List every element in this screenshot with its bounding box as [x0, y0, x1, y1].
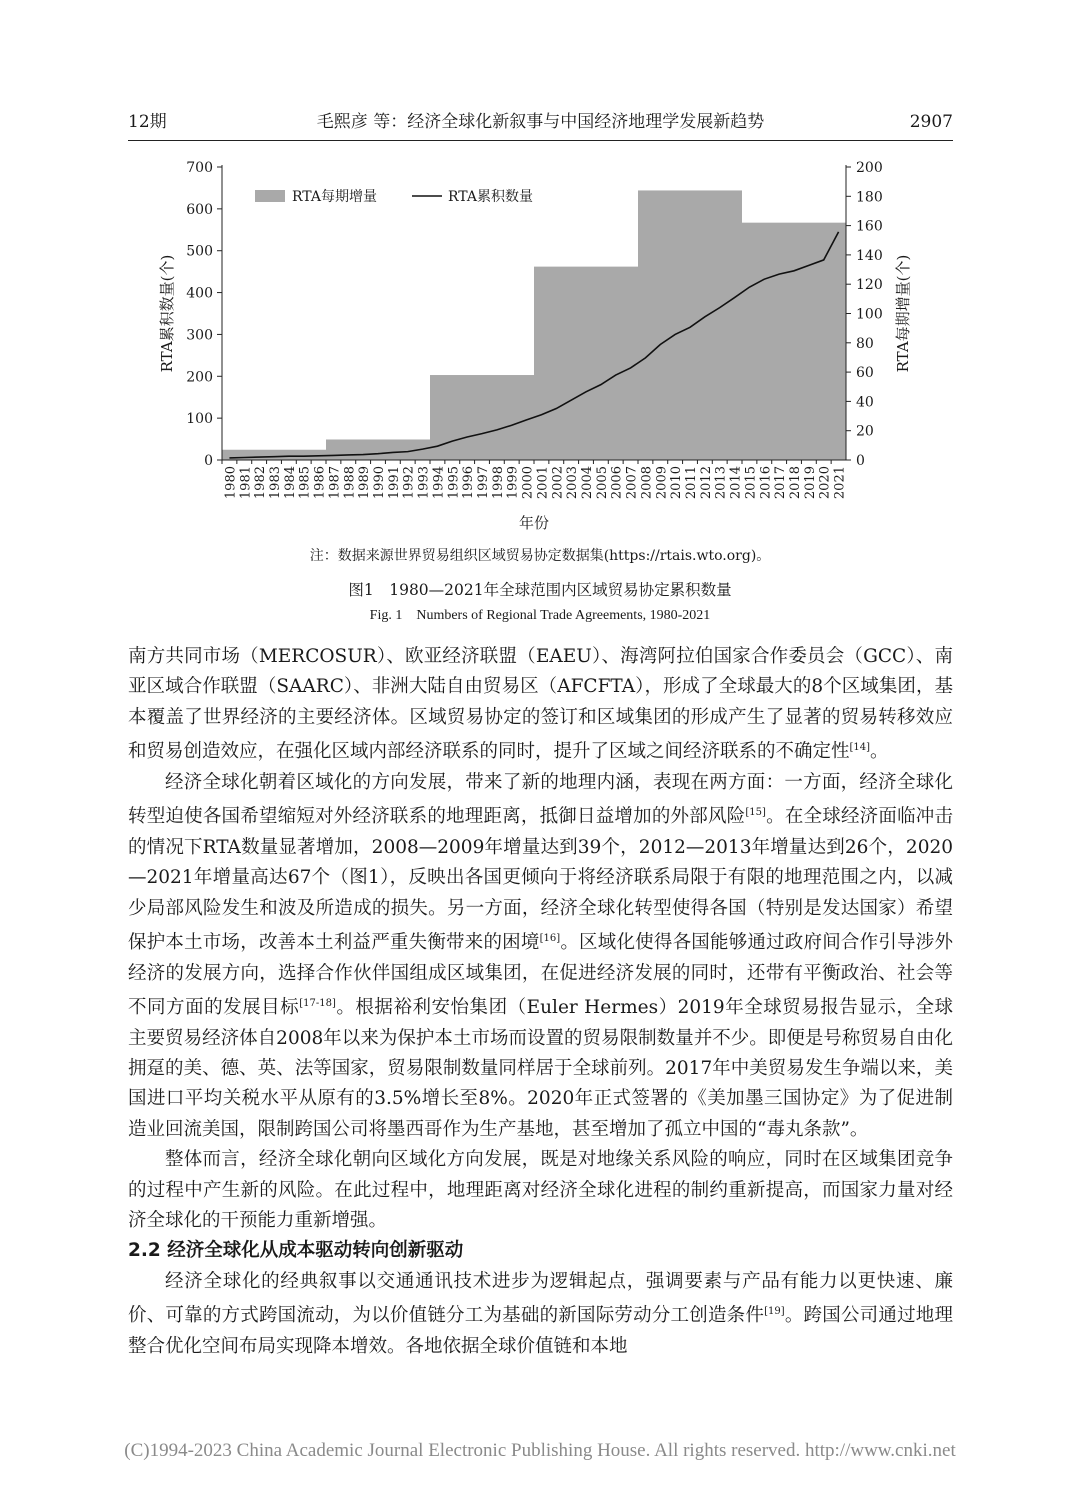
x-tick-label: 1996 — [461, 466, 477, 500]
running-title: 毛熙彦 等：经济全球化新叙事与中国经济地理学发展新趋势 — [316, 112, 765, 132]
x-tick-label: 2007 — [624, 465, 640, 500]
left-tick-label: 0 — [204, 453, 213, 469]
body-text — [128, 642, 953, 1362]
x-axis-label: 年份 — [518, 514, 550, 532]
x-tick-label: 1993 — [416, 466, 432, 500]
x-tick-label: 2021 — [832, 466, 848, 500]
right-tick-label: 180 — [856, 189, 883, 206]
right-tick-label: 60 — [856, 365, 874, 382]
x-tick-label: 2018 — [788, 466, 803, 500]
citation: [14] — [849, 742, 871, 754]
page-number: 2907 — [909, 112, 953, 132]
header-rule — [128, 140, 953, 141]
x-tick-label: 2008 — [639, 466, 655, 500]
x-tick-label: 2000 — [520, 466, 536, 500]
x-tick-label: 1990 — [372, 466, 387, 500]
section-heading-2-2: 2.2 经济全球化从成本驱动转向创新驱动 — [128, 1240, 464, 1262]
bar-increment — [742, 223, 846, 460]
paragraph-2: 经济全球化朝着区域化的方向发展，带来了新的地理内涵，表现在两方面：一方面，经济全球化转型迫使各国希望缩短对外经济联系的地理距离，抵御日益增加的外部风险[15]。在全球经济面临冲击的情况下RTA数量显著增加，2008—2009年增量达到39个，2012—2013年增量达到26个，2020—2021年增量高达67个（图1），反映出各国更倾向于将经济联系局限于有限的地理范围之内，以减少局部风险发生和波及所造成的损失。另一方面，经济全球化转型使得各国（特别是发达国家）希望保护本土市场，改善本土利益严重失衡带来的困境[16]。区域化使得各国能够通过政府间合作引导涉外经济的发展方向，选择合作伙伴国组成区域集团，在促进经济发展的同时，还带有平衡政治、社会等不同方面的发展目标[17-18]。根据裕利安怡集团（Euler Hermes）2019年全球贸易报告显示，全球主要贸易经济体自2008年以来为保护本土市场而设置的贸易限制数量并不少。即便是号称贸易自由化拥趸的美、德、英、法等国家，贸易限制数量同样居于全球前列。2017年中美贸易发生争端以来，美国进口平均关税水平从原有的3.5%增长至8%。2020年正式签署的《美加墨三国协定》为了促进制造业回流美国，限制跨国公司将墨西哥作为生产基地，甚至增加了孤立中国的“毒丸条款”。 — [128, 771, 953, 1140]
x-tick-label: 1986 — [312, 466, 328, 500]
x-tick-label: 2011 — [684, 466, 699, 500]
x-tick-label: 1985 — [297, 466, 313, 500]
bar-increment — [638, 190, 742, 460]
x-tick-label: 2005 — [594, 466, 610, 500]
x-tick-label: 1981 — [238, 466, 254, 500]
running-header — [128, 108, 953, 142]
left-tick-label: 200 — [186, 369, 213, 386]
left-tick-label: 600 — [186, 201, 213, 218]
bar-increment — [430, 375, 534, 460]
left-tick-label: 500 — [186, 243, 213, 260]
right-tick-label: 20 — [856, 423, 874, 440]
x-tick-label: 2015 — [743, 466, 759, 500]
x-tick-label: 1980 — [223, 466, 239, 500]
x-tick-label: 2013 — [713, 466, 729, 500]
paragraph-1: 南方共同市场（MERCOSUR）、欧亚经济联盟（EAEU）、海湾阿拉伯国家合作委员会（GCC）、南亚区域合作联盟（SAARC）、非洲大陆自由贸易区（AFCFTA），形成了全球最大的8个区域集团，基本覆盖了世界经济的主要经济体。区域贸易协定的签订和区域集团的形成产生了显著的贸易转移效应和贸易创造效应，在强化区域内部经济联系的同时，提升了区域之间经济联系的不确定性[14]。 — [128, 646, 953, 763]
y-axis-label-left: RTA累积数量(个) — [158, 254, 176, 373]
x-tick-label: 1997 — [476, 466, 491, 500]
figure-caption-cn: 图1 1980—2021年全球范围内区域贸易协定累积数量 — [348, 581, 732, 599]
issue-label: 12期 — [128, 112, 167, 132]
left-tick-label: 300 — [186, 327, 213, 344]
rta-chart — [150, 150, 930, 540]
x-tick-label: 2001 — [535, 466, 551, 500]
x-tick-label: 1982 — [253, 466, 269, 500]
figure-note: 注：数据来源世界贸易组织区域贸易协定数据集(https://rtais.wto.org)。 — [309, 548, 771, 564]
right-tick-label: 100 — [856, 306, 883, 323]
x-tick-label: 1999 — [505, 466, 521, 500]
x-tick-label: 2019 — [802, 466, 818, 500]
x-tick-label: 1987 — [327, 466, 343, 500]
citation: [19] — [764, 1306, 785, 1318]
left-tick-label: 400 — [186, 285, 213, 302]
legend-label-bar: RTA每期增量 — [292, 189, 377, 205]
paragraph-4: 经济全球化的经典叙事以交通通讯技术进步为逻辑起点，强调要素与产品有能力以更快速、廉价、可靠的方式跨国流动，为以价值链分工为基础的新国际劳动分工创造条件[19]。跨国公司通过地理整合优化空间布局实现降本增效。各地依据全球价值链和本地 — [128, 1270, 953, 1357]
right-tick-label: 40 — [856, 394, 874, 411]
x-tick-label: 2014 — [728, 466, 744, 500]
x-tick-label: 1998 — [490, 466, 506, 500]
x-tick-label: 1988 — [342, 466, 358, 500]
right-tick-label: 200 — [856, 160, 883, 176]
legend-label-line: RTA累积数量 — [448, 189, 533, 205]
x-tick-label: 2012 — [698, 466, 714, 500]
paragraph-3: 整体而言，经济全球化朝向区域化方向发展，既是对地缘关系风险的响应，同时在区域集团竞争的过程中产生新的风险。在此过程中，地理距离对经济全球化进程的制约重新提高，而国家力量对经济全球化的干预能力重新增强。 — [128, 1149, 953, 1231]
x-tick-label: 2009 — [654, 466, 670, 500]
x-tick-label: 2010 — [669, 466, 685, 500]
x-tick-label: 1991 — [386, 466, 402, 500]
x-tick-label: 1984 — [282, 466, 298, 500]
x-tick-label: 2017 — [773, 466, 789, 500]
x-tick-label: 2002 — [550, 466, 566, 500]
citation: [15] — [745, 807, 766, 819]
bar-increment — [534, 267, 638, 460]
right-tick-label: 140 — [856, 247, 883, 264]
right-tick-label: 0 — [856, 453, 865, 469]
x-tick-label: 2020 — [817, 466, 833, 500]
copyright-footer: (C)1994-2023 China Academic Journal Electronic Publishing House. All rights reserved. http://www.cnki.net — [124, 1440, 956, 1461]
x-tick-label: 2016 — [758, 466, 774, 500]
legend-swatch-bar — [255, 190, 285, 202]
citation: [16] — [539, 932, 561, 944]
y-axis-label-right: RTA每期增量(个) — [894, 254, 912, 373]
x-tick-label: 1995 — [446, 466, 462, 500]
figure-caption-en: Fig. 1 Numbers of Regional Trade Agreements, 1980-2021 — [369, 608, 711, 623]
left-tick-label: 700 — [186, 160, 213, 176]
x-tick-label: 1983 — [268, 466, 283, 500]
x-tick-label: 2003 — [565, 466, 581, 500]
x-tick-label: 1994 — [431, 466, 447, 500]
right-tick-label: 120 — [856, 277, 883, 294]
x-tick-label: 2004 — [580, 466, 595, 500]
right-tick-label: 160 — [856, 218, 883, 235]
x-tick-label: 2006 — [609, 466, 625, 500]
left-tick-label: 100 — [186, 411, 213, 428]
right-tick-label: 80 — [856, 335, 874, 352]
citation: [17-18] — [299, 997, 336, 1009]
x-tick-label: 1989 — [357, 466, 373, 500]
x-tick-label: 1992 — [401, 466, 417, 500]
